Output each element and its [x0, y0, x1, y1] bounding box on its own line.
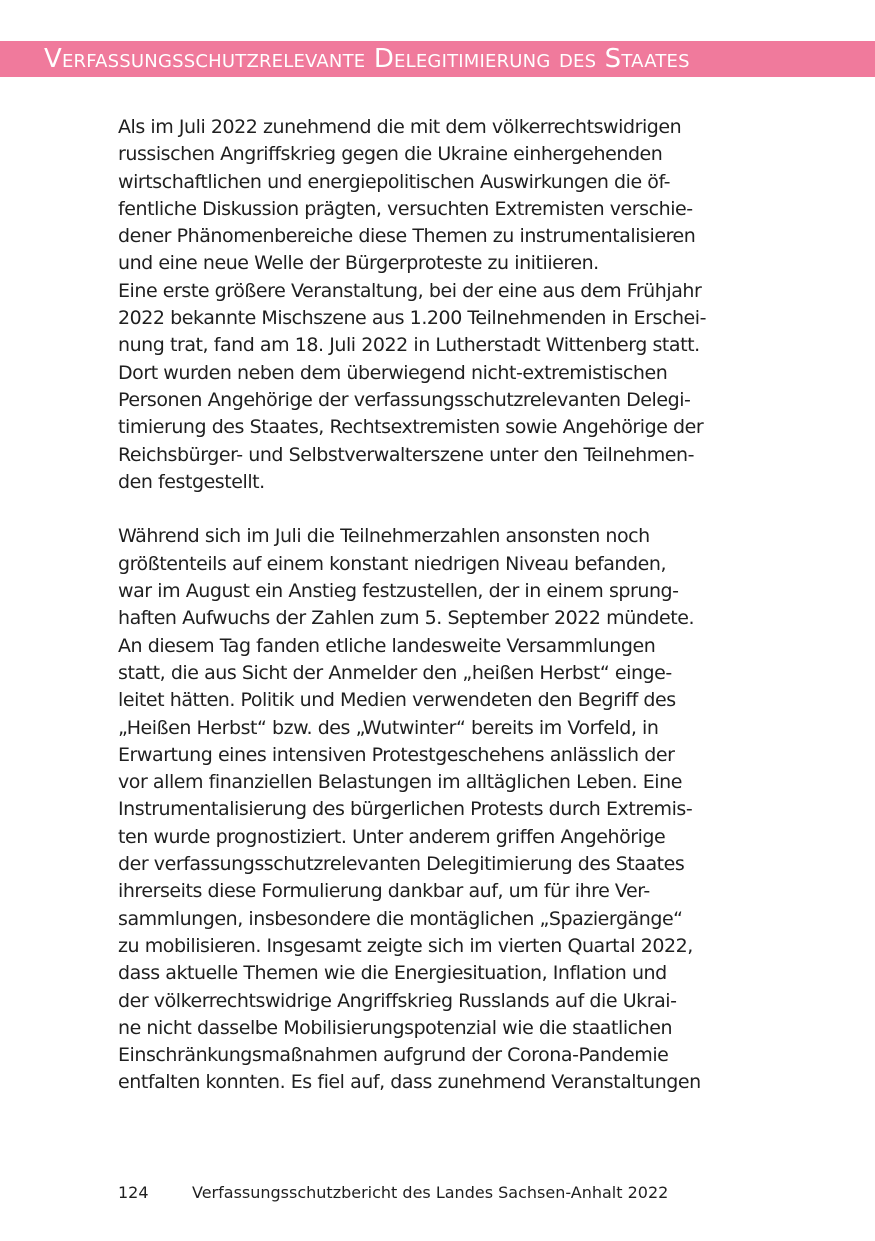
text-line: und eine neue Welle der Bürgerproteste zu initiieren. — [118, 252, 599, 275]
text-line: russischen Angriffskrieg gegen die Ukraine einhergehenden — [118, 143, 663, 166]
text-line: dener Phänomenbereiche diese Themen zu instrumentalisieren — [118, 225, 696, 248]
text-line: Als im Juli 2022 zunehmend die mit dem völkerrechtswidrigen — [118, 116, 682, 138]
text-line: haften Aufwuchs der Zahlen zum 5. September 2022 mündete. — [118, 607, 695, 630]
text-line: vor allem finanziellen Belastungen im alltäglichen Leben. Eine — [118, 771, 682, 794]
page-footer — [118, 1182, 668, 1204]
text-line: Instrumentalisierung des bürgerlichen Protests durch Extremis- — [118, 798, 693, 821]
text-line: Dort wurden neben dem überwiegend nicht-extremistischen — [118, 361, 668, 384]
text-line: ten wurde prognostiziert. Unter anderem griffen Angehörige — [118, 825, 666, 848]
text-line: wirtschaftlichen und energiepolitischen Auswirkungen die öf- — [118, 170, 671, 193]
text-line: der völkerrechtswidrige Angriffskrieg Russlands auf die Ukrai- — [118, 989, 677, 1012]
text-line: 2022 bekannte Mischszene aus 1.200 Teilnehmenden in Erschei- — [118, 307, 707, 330]
text-line: größtenteils auf einem konstant niedrigen Niveau befanden, — [118, 552, 667, 575]
text-line: leitet hätten. Politik und Medien verwendeten den Begriff des — [118, 689, 676, 712]
text-line: den festgestellt. — [118, 470, 265, 493]
paragraph-1 — [118, 114, 758, 496]
text-line: Eine erste größere Veranstaltung, bei der eine aus dem Frühjahr — [118, 279, 702, 302]
paragraph-spacer — [118, 496, 758, 523]
text-line: Erwartung eines intensiven Protestgeschehens anlässlich der — [118, 743, 675, 766]
text-line: der verfassungsschutzrelevanten Delegitimierung des Staates — [118, 853, 685, 876]
section-title: Verfassungsschutzrelevante Delegitimierung des Staates — [44, 44, 690, 74]
text-line: ne nicht dasselbe Mobilisierungspotenzial wie die staatlichen — [118, 1016, 673, 1039]
text-line: An diesem Tag fanden etliche landesweite Versammlungen — [118, 634, 656, 657]
text-line: Reichsbürger- und Selbstverwalterszene unter den Teilnehmen- — [118, 443, 695, 466]
main-text — [118, 114, 758, 1097]
section-header-band — [0, 41, 875, 77]
paragraph-2 — [118, 523, 758, 1096]
text-line: entfalten konnten. Es fiel auf, dass zunehmend Veranstaltungen — [118, 1071, 701, 1094]
text-line: war im August ein Anstieg festzustellen, der in einem sprung- — [118, 580, 679, 603]
text-line: sammlungen, insbesondere die montäglichen „Spaziergänge“ — [118, 907, 683, 930]
publication-title: Verfassungsschutzbericht des Landes Sachsen-Anhalt 2022 — [192, 1183, 669, 1202]
text-line: Personen Angehörige der verfassungsschutzrelevanten Delegi- — [118, 388, 691, 411]
text-line: Während sich im Juli die Teilnehmerzahlen ansonsten noch — [118, 525, 650, 548]
text-line: fentliche Diskussion prägten, versuchten Extremisten verschie- — [118, 197, 693, 220]
text-line: timierung des Staates, Rechtsextremisten sowie Angehörige der — [118, 416, 704, 439]
text-line: statt, die aus Sicht der Anmelder den „heißen Herbst“ einge- — [118, 661, 672, 684]
text-line: „Heißen Herbst“ bzw. des „Wutwinter“ bereits im Vorfeld, in — [118, 716, 659, 739]
text-line: dass aktuelle Themen wie die Energiesituation, Inflation und — [118, 962, 667, 985]
text-line: Einschränkungsmaßnahmen aufgrund der Corona-Pandemie — [118, 1044, 669, 1067]
page-number: 124 — [118, 1183, 149, 1202]
text-line: zu mobilisieren. Insgesamt zeigte sich im vierten Quartal 2022, — [118, 934, 693, 957]
text-line: ihrerseits diese Formulierung dankbar auf, um für ihre Ver- — [118, 880, 650, 903]
text-line: nung trat, fand am 18. Juli 2022 in Lutherstadt Wittenberg statt. — [118, 334, 700, 357]
